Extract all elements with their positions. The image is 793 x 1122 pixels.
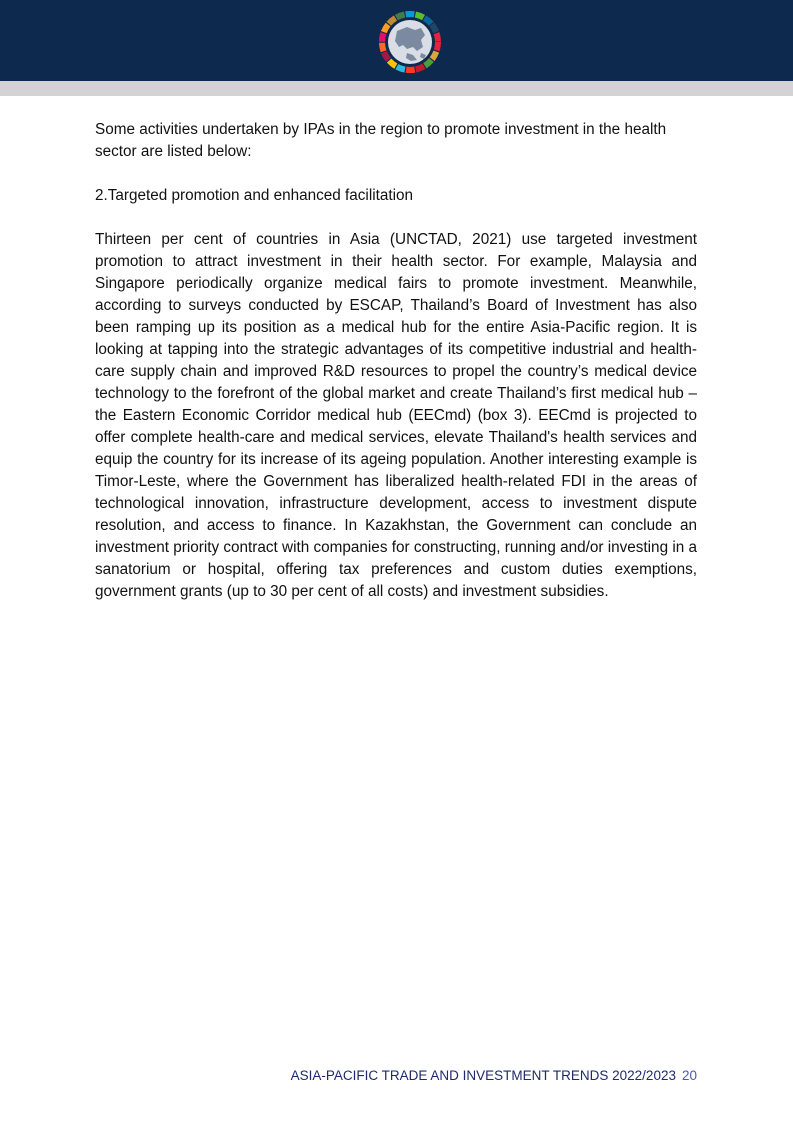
page-footer — [291, 1066, 697, 1086]
page-content — [95, 119, 697, 625]
sdg-wheel-globe-icon — [377, 9, 443, 75]
intro-paragraph: Some activities undertaken by IPAs in the region to promote investment in the health sector are listed below: — [95, 121, 667, 160]
header-rule — [0, 81, 793, 96]
section-heading: 2.Targeted promotion and enhanced facilitation — [95, 187, 414, 204]
body-paragraph: Thirteen per cent of countries in Asia (UNCTAD, 2021) use targeted investment promotion to attract investment in their health sector. For example, Malaysia and Singapore periodically organize medical fairs to promote investment. Meanwhile, according to surveys conducted by ESCAP, Thailand’s Board of Investment has also been ramping up its position as a medical hub for the entire Asia-Pacific region. It is looking at tapping into the strategic advantages of its competitive industrial and health-care supply chain and improved R&D resources to propel the country’s medical device technology to the forefront of the global market and create Thailand’s first medical hub – the Eastern Economic Corridor medical hub (EECmd) (box 3). EECmd is projected to offer complete health-care and medical services, elevate Thailand's health services and equip the country for its increase of its ageing population. Another interesting example is Timor-Leste, where the Government has liberalized health-related FDI in the areas of technological innovation, infrastructure development, access to investment dispute resolution, and access to finance. In Kazakhstan, the Government can conclude an investment priority contract with companies for constructing, running and/or investing in a sanatorium or hospital, offering tax preferences and custom duties exemptions, government grants (up to 30 per cent of all costs) and investment subsidies. — [95, 231, 697, 600]
page-number: 20 — [681, 1068, 697, 1083]
publication-title: ASIA-PACIFIC TRADE AND INVESTMENT TRENDS 2022/2023 — [290, 1068, 676, 1083]
